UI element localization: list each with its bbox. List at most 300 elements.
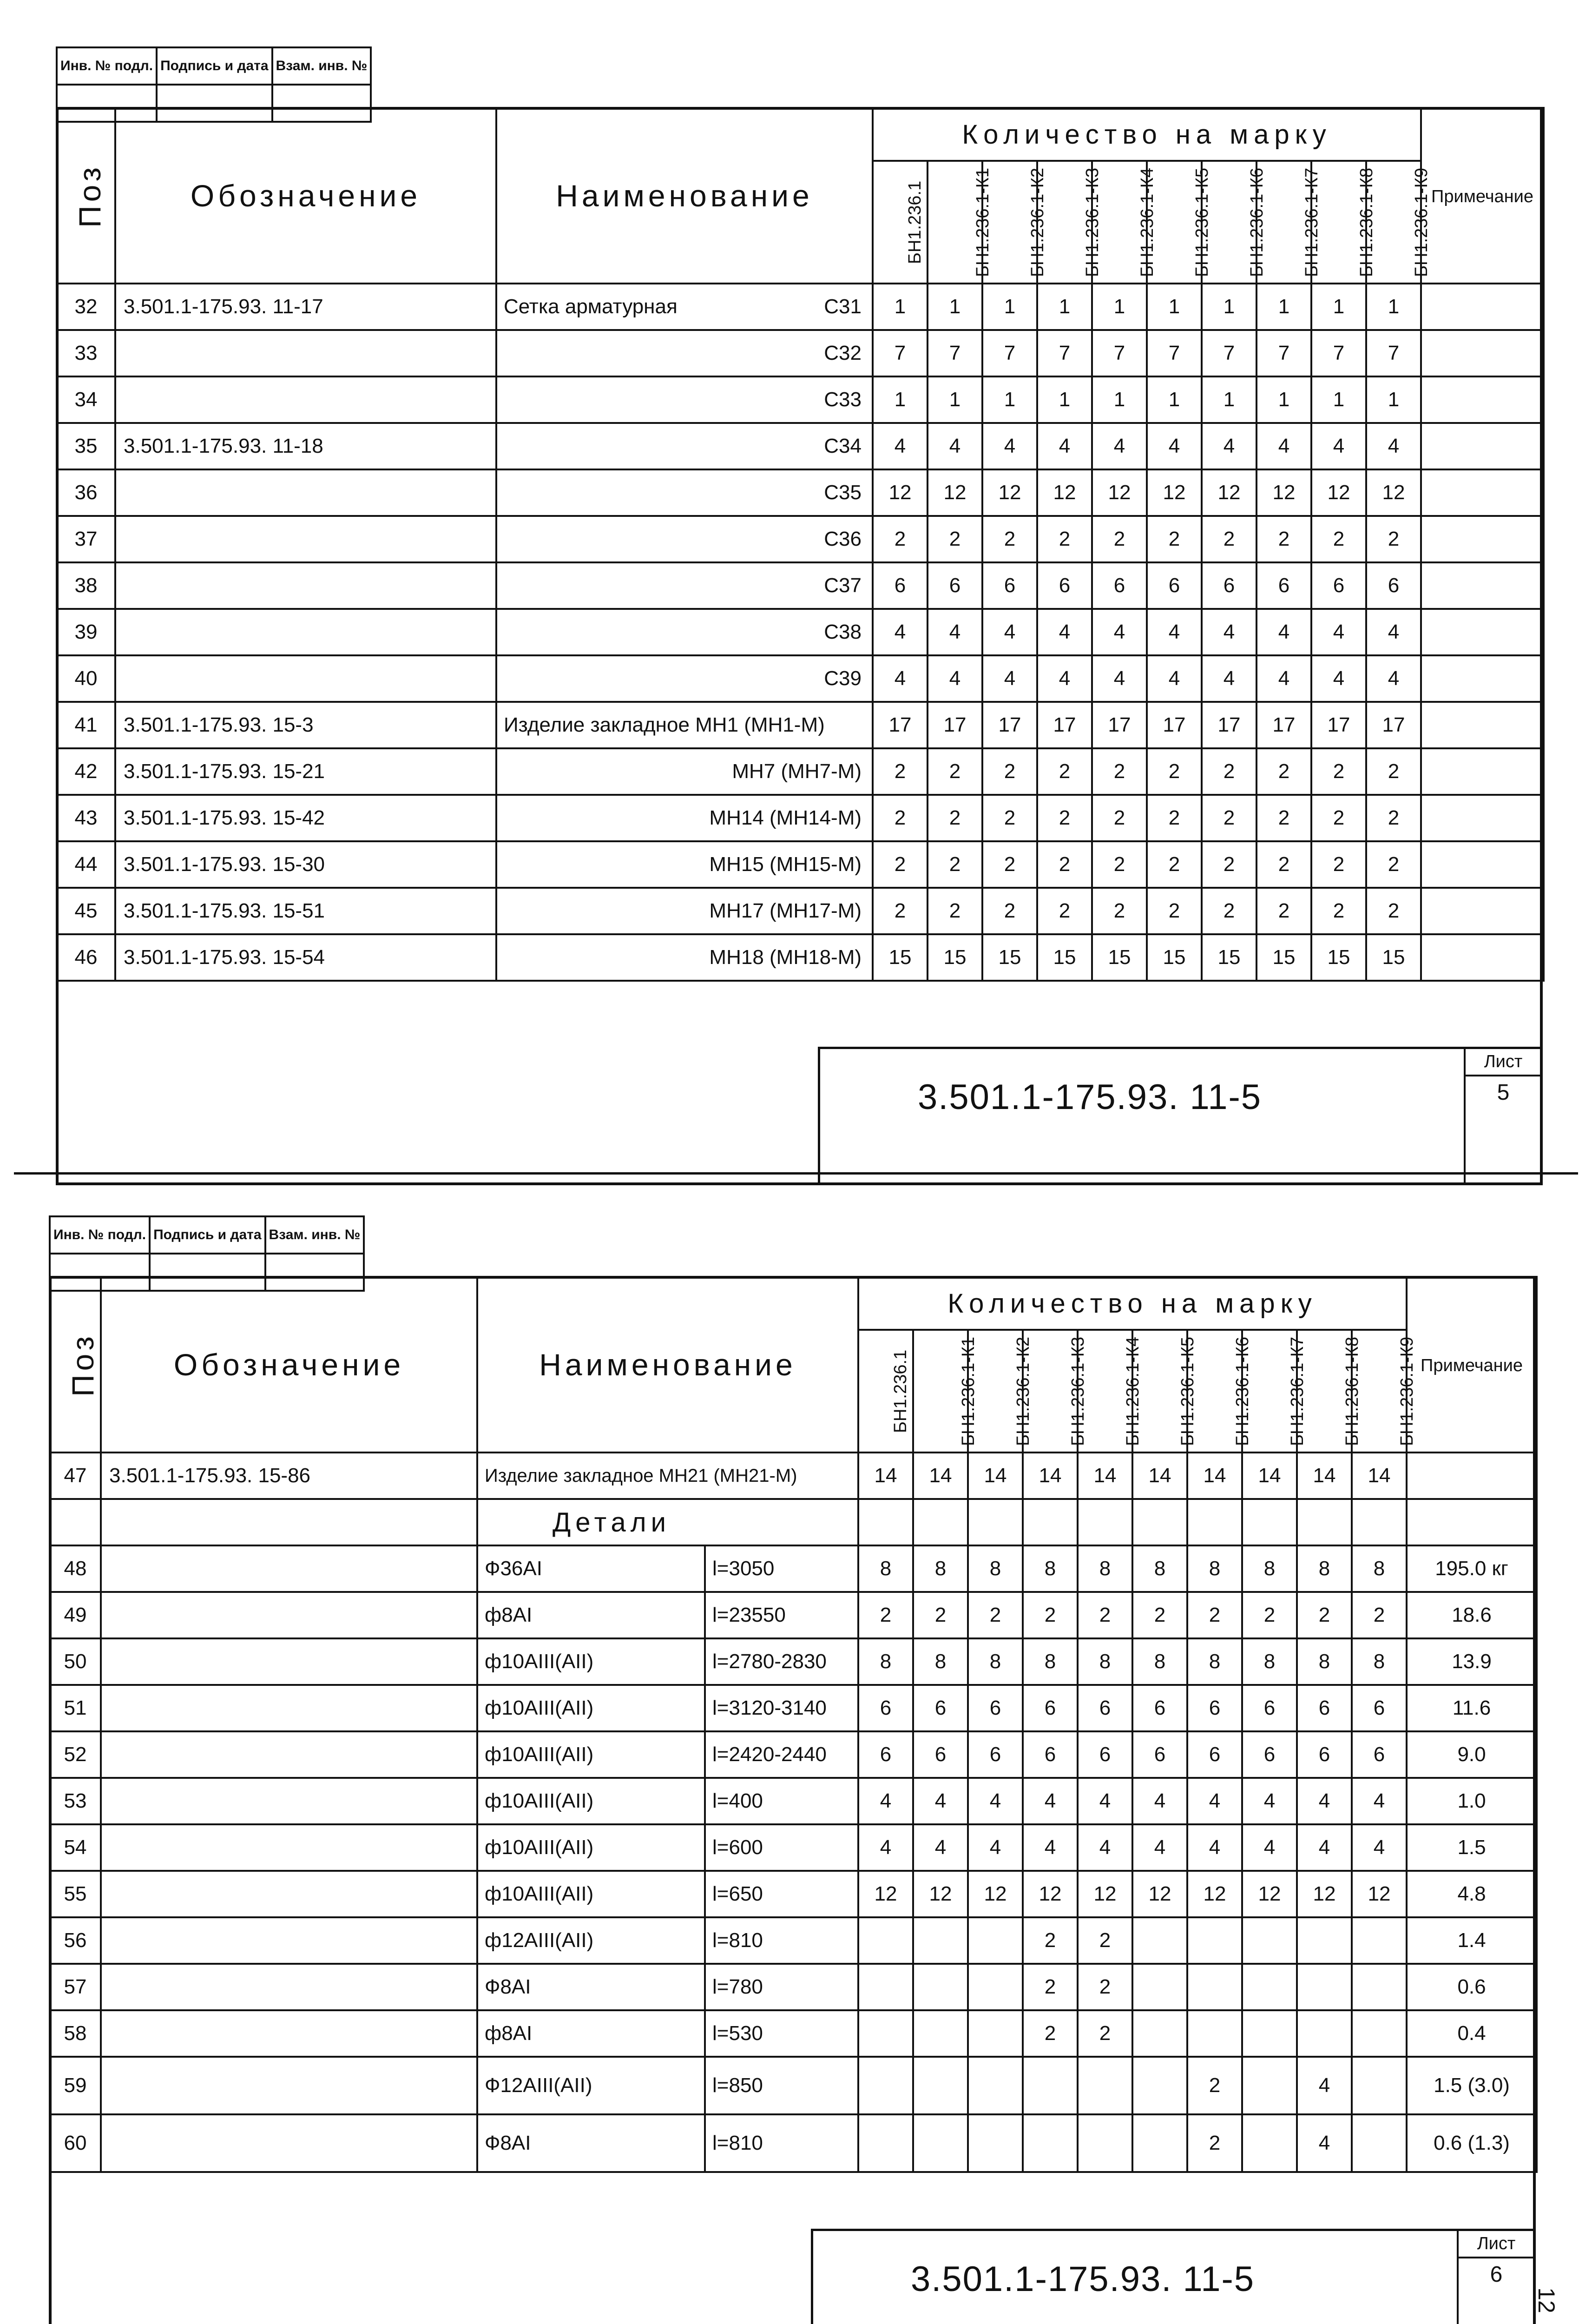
quantity-cell: 1 — [1311, 376, 1366, 423]
quantity-cell: 4 — [858, 1824, 913, 1871]
mark-label: БН1.236.1 — [891, 1349, 911, 1433]
header-name-label: Наименование — [539, 1347, 796, 1382]
quantity-cell: 4 — [1092, 609, 1147, 655]
quantity-cell: 7 — [1366, 330, 1421, 376]
quantity-cell: 4 — [1242, 1778, 1297, 1824]
section-qty-cell — [1352, 1499, 1407, 1545]
sheet-number: 5 — [1497, 1080, 1510, 1105]
pos-cell: 44 — [57, 841, 115, 888]
table-row — [50, 2114, 1537, 2172]
document-code: 3.501.1-175.93. 11-5 — [918, 1077, 1262, 1117]
quantity-cell: 4 — [1147, 423, 1202, 469]
mark-label: БН1.236.1-К9 — [1412, 167, 1432, 277]
quantity-cell: 2 — [1023, 1917, 1078, 1964]
detail-name-cell: ф10АIII(АII) — [477, 1638, 705, 1685]
quantity-cell: 1 — [982, 376, 1037, 423]
note-cell: 0.6 — [1407, 1964, 1537, 2010]
quantity-cell — [858, 2010, 913, 2057]
quantity-cell: 6 — [1023, 1685, 1078, 1731]
quantity-cell: 8 — [1187, 1638, 1242, 1685]
quantity-cell: 12 — [968, 1871, 1023, 1917]
quantity-cell: 2 — [1366, 748, 1421, 795]
name-wrap — [504, 621, 872, 644]
quantity-cell: 14 — [858, 1452, 913, 1499]
quantity-cell: 7 — [1147, 330, 1202, 376]
quantity-cell: 4 — [1037, 655, 1092, 702]
quantity-cell: 12 — [873, 469, 928, 516]
quantity-cell: 12 — [1366, 469, 1421, 516]
quantity-cell: 17 — [1311, 702, 1366, 748]
quantity-cell: 2 — [1023, 1964, 1078, 2010]
quantity-cell: 8 — [858, 1545, 913, 1592]
quantity-cell: 4 — [1352, 1824, 1407, 1871]
quantity-cell: 6 — [1366, 562, 1421, 609]
quantity-cell: 6 — [1311, 562, 1366, 609]
name-text: МН15 (МН15-М) — [709, 853, 862, 876]
quantity-cell — [858, 1917, 913, 1964]
header-designation — [101, 1277, 477, 1452]
quantity-cell: 6 — [873, 562, 928, 609]
mark-label: БН1.236.1-К8 — [1342, 1336, 1362, 1446]
quantity-cell: 4 — [982, 655, 1037, 702]
quantity-cell: 2 — [1023, 2010, 1078, 2057]
quantity-cell — [1297, 1917, 1352, 1964]
quantity-cell: 1 — [1037, 376, 1092, 423]
quantity-cell: 2 — [1078, 1964, 1132, 2010]
quantity-cell: 4 — [1366, 423, 1421, 469]
pos-cell: 34 — [57, 376, 115, 423]
quantity-cell: 2 — [982, 841, 1037, 888]
detail-name-cell: ф10АIII(АII) — [477, 1778, 705, 1824]
header-note-label: Примечание — [1421, 1356, 1523, 1375]
note-cell: 18.6 — [1407, 1592, 1537, 1638]
quantity-cell: 8 — [1242, 1545, 1297, 1592]
table-row — [57, 609, 1544, 655]
quantity-cell: 2 — [1256, 888, 1311, 934]
designation-cell — [101, 1824, 477, 1871]
table-row — [57, 516, 1544, 562]
quantity-cell: 4 — [1078, 1778, 1132, 1824]
mark-code: С35 — [824, 481, 862, 504]
quantity-cell: 7 — [873, 330, 928, 376]
quantity-cell: 2 — [982, 795, 1037, 841]
quantity-cell: 6 — [1078, 1731, 1132, 1778]
quantity-cell: 2 — [873, 888, 928, 934]
quantity-cell: 8 — [913, 1638, 968, 1685]
quantity-cell: 14 — [1078, 1452, 1132, 1499]
quantity-cell: 6 — [1202, 562, 1256, 609]
quantity-cell: 2 — [1092, 516, 1147, 562]
table-row — [57, 469, 1544, 516]
designation-cell: 3.501.1-175.93. 15-54 — [115, 934, 496, 981]
quantity-cell — [968, 1917, 1023, 1964]
section-qty-cell — [858, 1499, 913, 1545]
pos-cell: 36 — [57, 469, 115, 516]
quantity-cell: 1 — [1366, 376, 1421, 423]
quantity-cell: 1 — [982, 284, 1037, 330]
quantity-cell: 4 — [1311, 423, 1366, 469]
quantity-cell: 6 — [982, 562, 1037, 609]
quantity-cell: 4 — [1037, 423, 1092, 469]
mark-label: БН1.236.1-К6 — [1233, 1336, 1253, 1446]
detail-length-cell: l=600 — [705, 1824, 858, 1871]
quantity-cell: 4 — [913, 1824, 968, 1871]
quantity-cell: 6 — [968, 1731, 1023, 1778]
quantity-cell — [1078, 2057, 1132, 2114]
section-qty-cell — [1078, 1499, 1132, 1545]
quantity-cell: 2 — [1242, 1592, 1297, 1638]
quantity-cell: 2 — [1147, 841, 1202, 888]
stamp-sign-label: Подпись и дата — [150, 1216, 265, 1254]
quantity-cell: 4 — [1256, 423, 1311, 469]
pos-cell: 32 — [57, 284, 115, 330]
quantity-cell: 6 — [1078, 1685, 1132, 1731]
quantity-cell: 7 — [1092, 330, 1147, 376]
quantity-cell — [1132, 2057, 1187, 2114]
pos-cell: 40 — [57, 655, 115, 702]
quantity-cell: 4 — [1187, 1778, 1242, 1824]
title-block — [811, 2229, 1536, 2324]
quantity-cell: 2 — [1023, 1592, 1078, 1638]
section-qty-cell — [1242, 1499, 1297, 1545]
note-cell: 11.6 — [1407, 1685, 1537, 1731]
table-row — [57, 702, 1544, 748]
note-cell — [1421, 423, 1544, 469]
detail-length-cell: l=810 — [705, 1917, 858, 1964]
pos-cell: 35 — [57, 423, 115, 469]
quantity-cell: 4 — [928, 423, 982, 469]
designation-cell — [115, 609, 496, 655]
name-text: Изделие закладное МН1 (МН1-М) — [504, 713, 825, 736]
table-row — [57, 655, 1544, 702]
quantity-cell: 1 — [1202, 376, 1256, 423]
mark-code: С39 — [824, 667, 862, 690]
note-cell — [1421, 934, 1544, 981]
note-cell — [1421, 655, 1544, 702]
name-wrap — [504, 435, 872, 458]
designation-cell — [115, 376, 496, 423]
quantity-cell: 4 — [928, 609, 982, 655]
pos-cell: 59 — [50, 2057, 101, 2114]
designation-cell: 3.501.1-175.93. 15-51 — [115, 888, 496, 934]
quantity-cell — [913, 2114, 968, 2172]
quantity-cell: 4 — [1297, 1824, 1352, 1871]
quantity-cell: 4 — [1023, 1778, 1078, 1824]
table-row — [50, 1731, 1537, 1778]
quantity-cell: 2 — [1366, 795, 1421, 841]
detail-name-cell: ф10АIII(АII) — [477, 1731, 705, 1778]
header-quantity-label: Количество на марку — [947, 1288, 1317, 1319]
name-wrap — [504, 806, 872, 830]
designation-cell — [101, 1917, 477, 1964]
pos-cell: 33 — [57, 330, 115, 376]
header-pos-label: Поз — [65, 1333, 100, 1397]
header-pos — [57, 108, 115, 284]
detail-name-cell: ф12АIII(АII) — [477, 1917, 705, 1964]
designation-cell — [115, 469, 496, 516]
name-wrap — [504, 388, 872, 411]
pos-cell: 41 — [57, 702, 115, 748]
quantity-cell: 6 — [1037, 562, 1092, 609]
section-pos-cell — [50, 1499, 101, 1545]
detail-length-cell: l=650 — [705, 1871, 858, 1917]
quantity-cell: 2 — [1202, 748, 1256, 795]
detail-name-cell: ф10АIII(АII) — [477, 1824, 705, 1871]
quantity-cell: 15 — [982, 934, 1037, 981]
note-cell: 1.5 — [1407, 1824, 1537, 1871]
mark-label: БН1.236.1-К3 — [1068, 1336, 1088, 1446]
quantity-cell: 8 — [1242, 1638, 1297, 1685]
quantity-cell: 1 — [1256, 284, 1311, 330]
quantity-cell: 17 — [1092, 702, 1147, 748]
quantity-cell — [1132, 1917, 1187, 1964]
note-cell — [1421, 562, 1544, 609]
quantity-cell: 6 — [928, 562, 982, 609]
pos-cell: 57 — [50, 1964, 101, 2010]
designation-cell — [101, 1638, 477, 1685]
mark-code: С31 — [824, 295, 862, 318]
stamp-inv-label: Инв. № подл. — [57, 47, 157, 85]
quantity-cell: 2 — [1092, 888, 1147, 934]
name-wrap — [504, 667, 872, 690]
name-cell — [496, 934, 873, 981]
table-row — [50, 1871, 1537, 1917]
name-wrap — [504, 342, 872, 365]
mark-label: БН1.236.1-К4 — [1138, 167, 1158, 277]
quantity-cell: 2 — [1037, 795, 1092, 841]
detail-name-cell: ф10АIII(АII) — [477, 1685, 705, 1731]
quantity-cell: 14 — [1132, 1452, 1187, 1499]
quantity-cell: 6 — [1187, 1731, 1242, 1778]
mark-label: БН1.236.1-К9 — [1397, 1336, 1417, 1446]
quantity-cell: 2 — [1147, 795, 1202, 841]
name-cell — [496, 376, 873, 423]
quantity-cell: 14 — [968, 1452, 1023, 1499]
quantity-cell: 7 — [1256, 330, 1311, 376]
quantity-cell: 2 — [1366, 888, 1421, 934]
name-text: МН7 (МН7-М) — [732, 760, 862, 783]
note-cell — [1421, 330, 1544, 376]
name-cell — [496, 795, 873, 841]
quantity-cell: 15 — [1202, 934, 1256, 981]
quantity-cell: 8 — [1078, 1638, 1132, 1685]
quantity-cell: 1 — [1092, 376, 1147, 423]
quantity-cell: 2 — [873, 516, 928, 562]
quantity-cell: 7 — [928, 330, 982, 376]
quantity-cell: 4 — [1092, 655, 1147, 702]
quantity-cell: 4 — [913, 1778, 968, 1824]
note-cell — [1407, 1452, 1537, 1499]
quantity-cell: 14 — [1242, 1452, 1297, 1499]
name-wrap — [504, 853, 872, 876]
quantity-cell: 2 — [1092, 841, 1147, 888]
quantity-cell: 1 — [1366, 284, 1421, 330]
mark-code: С33 — [824, 388, 862, 411]
quantity-cell: 2 — [1297, 1592, 1352, 1638]
mark-code: С38 — [824, 621, 862, 643]
name-text: МН18 (МН18-М) — [709, 946, 862, 969]
table-row — [50, 2057, 1537, 2114]
quantity-cell: 12 — [1352, 1871, 1407, 1917]
name-cell — [496, 655, 873, 702]
name-wrap — [504, 574, 872, 597]
table-row — [50, 1778, 1537, 1824]
quantity-cell: 6 — [1256, 562, 1311, 609]
header-name — [477, 1277, 858, 1452]
quantity-cell: 4 — [1023, 1824, 1078, 1871]
quantity-cell: 2 — [982, 888, 1037, 934]
quantity-cell — [1132, 1964, 1187, 2010]
quantity-cell — [913, 1964, 968, 2010]
header-mark-1 — [913, 1330, 979, 1452]
quantity-cell: 4 — [1242, 1824, 1297, 1871]
section-qty-cell — [1187, 1499, 1242, 1545]
quantity-cell — [1297, 2010, 1352, 2057]
sheet-label: Лист — [1459, 2231, 1534, 2258]
pos-cell: 56 — [50, 1917, 101, 1964]
section-des-cell — [101, 1499, 477, 1545]
quantity-cell: 17 — [1037, 702, 1092, 748]
quantity-cell — [1242, 1964, 1297, 2010]
quantity-cell: 6 — [858, 1731, 913, 1778]
designation-cell — [101, 1731, 477, 1778]
stamp-sign-label: Подпись и дата — [157, 47, 272, 85]
quantity-cell: 15 — [1147, 934, 1202, 981]
quantity-cell: 4 — [982, 423, 1037, 469]
quantity-cell — [1352, 2057, 1407, 2114]
quantity-cell — [1352, 2114, 1407, 2172]
quantity-cell: 4 — [858, 1778, 913, 1824]
name-wrap — [504, 295, 872, 318]
quantity-cell: 4 — [1147, 655, 1202, 702]
quantity-cell: 2 — [1092, 795, 1147, 841]
quantity-cell: 6 — [1132, 1685, 1187, 1731]
mark-label: БН1.236.1-К5 — [1192, 167, 1212, 277]
mark-label: БН1.236.1-К6 — [1247, 167, 1267, 277]
mark-label: БН1.236.1 — [905, 180, 925, 264]
quantity-cell: 6 — [1147, 562, 1202, 609]
quantity-cell — [1297, 1964, 1352, 2010]
note-cell — [1421, 284, 1544, 330]
quantity-cell: 2 — [1311, 795, 1366, 841]
pos-cell: 38 — [57, 562, 115, 609]
pos-cell: 37 — [57, 516, 115, 562]
name-text: Сетка арматурная — [504, 295, 678, 318]
designation-cell — [115, 330, 496, 376]
note-cell — [1421, 748, 1544, 795]
header-quantity — [858, 1277, 1407, 1330]
quantity-cell: 4 — [873, 655, 928, 702]
quantity-cell: 12 — [1202, 469, 1256, 516]
note-cell: 0.4 — [1407, 2010, 1537, 2057]
quantity-cell: 6 — [1297, 1731, 1352, 1778]
pos-cell: 60 — [50, 2114, 101, 2172]
detail-name-cell: Ф12АIII(АII) — [477, 2057, 705, 2114]
section-note-cell — [1407, 1499, 1537, 1545]
quantity-cell: 1 — [1147, 376, 1202, 423]
quantity-cell: 8 — [1078, 1545, 1132, 1592]
quantity-cell: 17 — [982, 702, 1037, 748]
quantity-cell: 4 — [1092, 423, 1147, 469]
mark-label: БН1.236.1-К4 — [1123, 1336, 1143, 1446]
note-cell: 195.0 кг — [1407, 1545, 1537, 1592]
designation-cell — [101, 1871, 477, 1917]
header-quantity-label: Количество на марку — [962, 119, 1332, 150]
quantity-cell: 2 — [1187, 2114, 1242, 2172]
detail-length-cell: l=530 — [705, 2010, 858, 2057]
quantity-cell: 6 — [1132, 1731, 1187, 1778]
quantity-cell: 1 — [1311, 284, 1366, 330]
quantity-cell: 2 — [913, 1592, 968, 1638]
name-cell — [496, 841, 873, 888]
stamp-vzam-label: Взам. инв. № — [272, 47, 371, 85]
designation-cell — [101, 1685, 477, 1731]
section-title: Детали — [477, 1499, 858, 1545]
quantity-cell: 4 — [1311, 655, 1366, 702]
table-row — [57, 562, 1544, 609]
quantity-cell: 8 — [1023, 1638, 1078, 1685]
name-cell — [496, 888, 873, 934]
quantity-cell: 2 — [1187, 2057, 1242, 2114]
quantity-cell: 6 — [913, 1731, 968, 1778]
note-cell — [1421, 888, 1544, 934]
note-cell — [1421, 376, 1544, 423]
quantity-cell: 2 — [968, 1592, 1023, 1638]
quantity-cell: 12 — [1078, 1871, 1132, 1917]
quantity-cell: 2 — [1352, 1592, 1407, 1638]
note-cell — [1421, 469, 1544, 516]
quantity-cell: 1 — [1092, 284, 1147, 330]
note-cell — [1421, 795, 1544, 841]
quantity-cell: 17 — [1366, 702, 1421, 748]
quantity-cell: 15 — [873, 934, 928, 981]
header-note — [1421, 108, 1544, 284]
quantity-cell: 2 — [858, 1592, 913, 1638]
quantity-cell: 2 — [928, 748, 982, 795]
quantity-cell — [1023, 2114, 1078, 2172]
header-designation — [115, 108, 496, 284]
quantity-cell: 8 — [968, 1638, 1023, 1685]
name-wrap — [504, 760, 872, 783]
note-cell — [1421, 609, 1544, 655]
quantity-cell: 4 — [1297, 2057, 1352, 2114]
header-note — [1407, 1277, 1537, 1452]
quantity-cell: 14 — [1023, 1452, 1078, 1499]
note-cell: 0.6 (1.3) — [1407, 2114, 1537, 2172]
mark-code: С32 — [824, 342, 862, 364]
quantity-cell — [968, 2057, 1023, 2114]
detail-length-cell: l=400 — [705, 1778, 858, 1824]
header-pos-label: Поз — [72, 164, 107, 228]
detail-name-cell: ф8АI — [477, 2010, 705, 2057]
quantity-cell: 7 — [1311, 330, 1366, 376]
note-cell: 1.4 — [1407, 1917, 1537, 1964]
section-qty-cell — [1023, 1499, 1078, 1545]
table-row — [57, 888, 1544, 934]
quantity-cell: 2 — [1311, 841, 1366, 888]
quantity-cell: 4 — [873, 609, 928, 655]
quantity-cell: 2 — [873, 795, 928, 841]
quantity-cell: 14 — [913, 1452, 968, 1499]
quantity-cell — [1352, 1917, 1407, 1964]
quantity-cell: 2 — [1311, 888, 1366, 934]
detail-length-cell: l=3050 — [705, 1545, 858, 1592]
name-wrap — [504, 481, 872, 504]
detail-name-cell: ф8АI — [477, 1592, 705, 1638]
quantity-cell: 15 — [1256, 934, 1311, 981]
quantity-cell: 17 — [1256, 702, 1311, 748]
mark-label: БН1.236.1-К8 — [1357, 167, 1377, 277]
